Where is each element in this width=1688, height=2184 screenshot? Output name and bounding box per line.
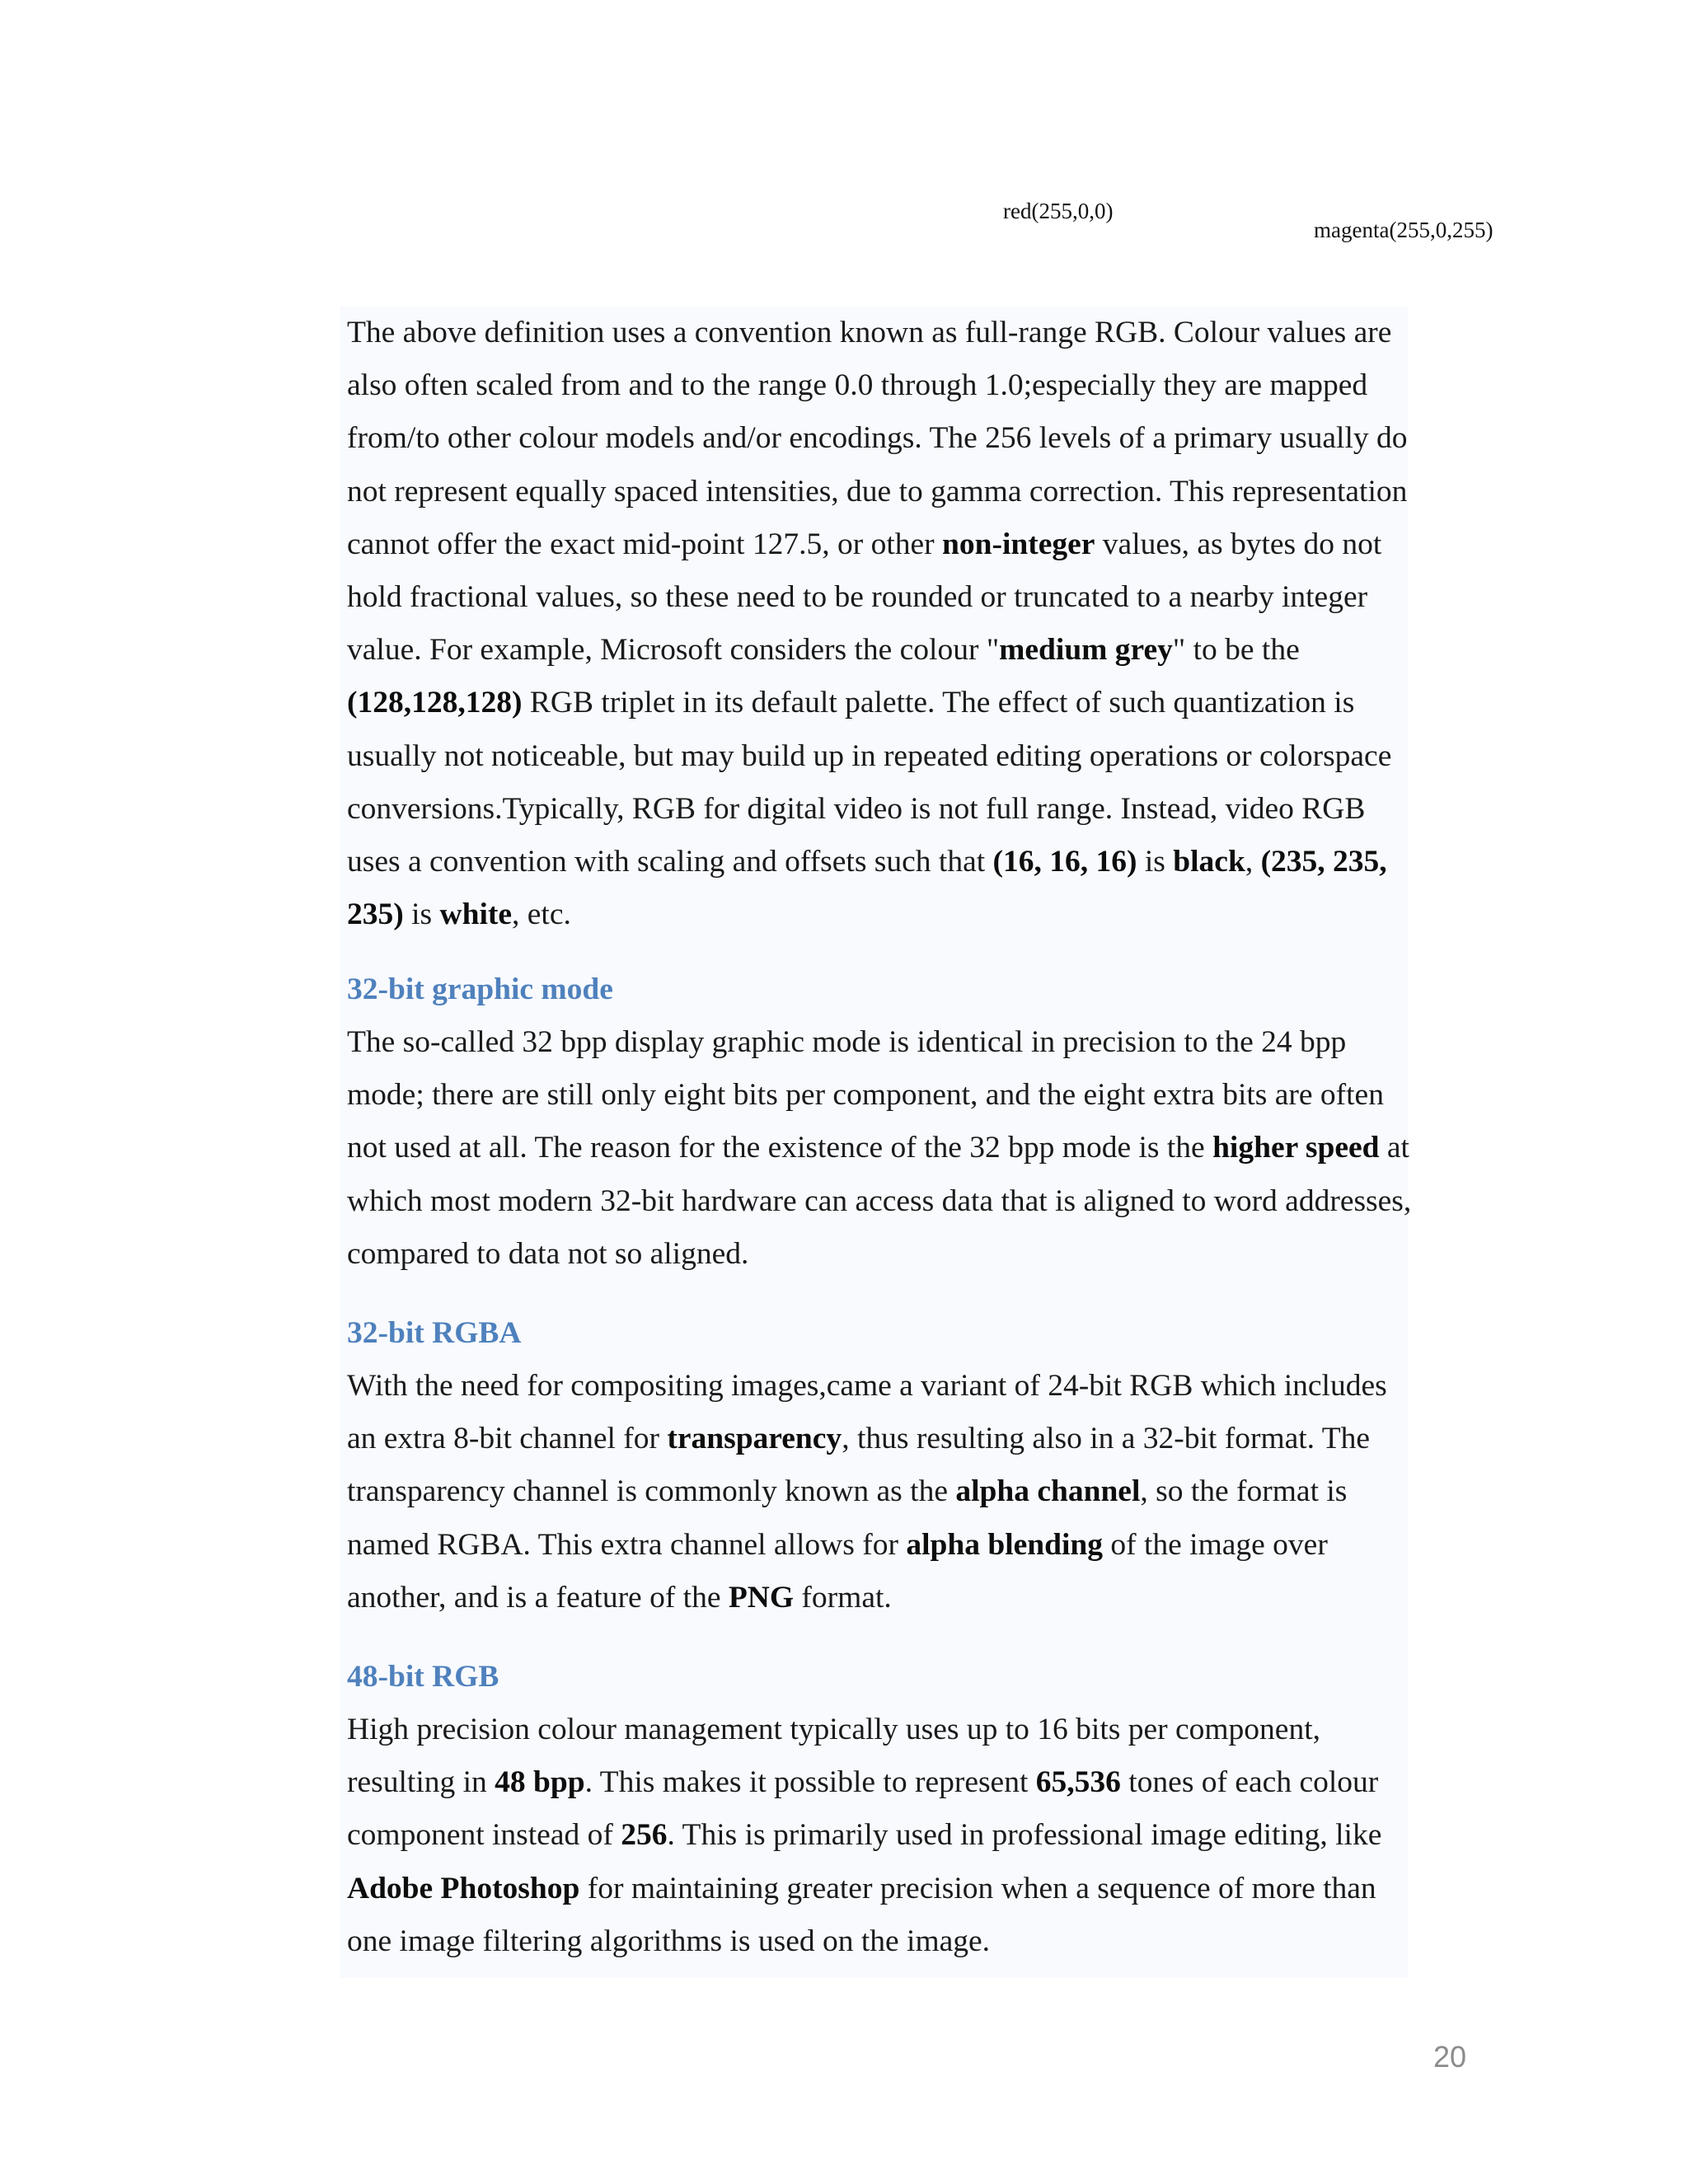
- text-line: which most modern 32-bit hardware can access data that is aligned to word addresses,: [347, 1183, 1412, 1218]
- text-line: another, and is a feature of the PNG format.: [347, 1580, 892, 1615]
- text-line: named RGBA. This extra channel allows for alpha blending of the image over: [347, 1527, 1328, 1562]
- text-line: value. For example, Microsoft considers the colour "medium grey" to be the: [347, 633, 1300, 668]
- text-line: 235) is white, etc.: [347, 898, 571, 932]
- bold-term: Adobe Photoshop: [347, 1871, 580, 1905]
- text-line: also often scaled from and to the range 0.0 through 1.0;especially they are mapped: [347, 368, 1368, 403]
- paragraph-48bit-rgb: [347, 1704, 1410, 1968]
- bold-term: (128,128,128): [347, 686, 523, 720]
- bold-term: 256: [621, 1818, 668, 1853]
- bold-term: alpha channel: [955, 1474, 1141, 1509]
- text-line: mode; there are still only eight bits per component, and the eight extra bits are often: [347, 1078, 1384, 1113]
- text-line: With the need for compositing images,came a variant of 24-bit RGB which includes: [347, 1369, 1387, 1403]
- text-line: transparency channel is commonly known as the alpha channel, so the format is: [347, 1474, 1348, 1509]
- text-line: The so-called 32 bpp display graphic mode is identical in precision to the 24 bpp: [347, 1025, 1347, 1059]
- bold-term: PNG: [728, 1580, 795, 1615]
- bold-term: 48 bpp: [495, 1765, 585, 1800]
- paragraph-full-range-rgb: [347, 307, 1410, 941]
- text-line: conversions.Typically, RGB for digital video is not full range. Instead, video RGB: [347, 791, 1366, 826]
- heading-32bit-graphic-mode: 32-bit graphic mode: [347, 972, 613, 1006]
- text-line: not represent equally spaced intensities, due to gamma correction. This representation: [347, 474, 1408, 509]
- bold-term: alpha blending: [906, 1527, 1103, 1562]
- bold-term: 235): [347, 898, 404, 932]
- bold-term: black: [1173, 845, 1245, 879]
- paragraph-32bit-rgba: [347, 1360, 1410, 1624]
- figure-caption-red: red(255,0,0): [1003, 199, 1114, 223]
- text-line: (128,128,128) RGB triplet in its default palette. The effect of such quantization is: [347, 686, 1355, 720]
- text-line: component instead of 256. This is primarily used in professional image editing, like: [347, 1818, 1382, 1853]
- text-line: one image filtering algorithms is used on the image.: [347, 1924, 991, 1958]
- text-line: resulting in 48 bpp. This makes it possible to represent 65,536 tones of each colour: [347, 1765, 1379, 1800]
- bold-term: transparency: [667, 1422, 842, 1456]
- text-line: compared to data not so aligned.: [347, 1236, 749, 1271]
- text-line: usually not noticeable, but may build up in repeated editing operations or colorspace: [347, 738, 1392, 773]
- text-line: an extra 8-bit channel for transparency, thus resulting also in a 32-bit format. The: [347, 1422, 1371, 1456]
- paragraph-32bit-graphic-mode: [347, 1016, 1410, 1281]
- bold-term: higher speed: [1212, 1131, 1380, 1165]
- text-line: uses a convention with scaling and offsets such that (16, 16, 16) is black, (235, 235,: [347, 845, 1387, 879]
- bold-term: 65,536: [1035, 1765, 1121, 1800]
- page-number: 20: [1433, 2040, 1467, 2074]
- text-line: The above definition uses a convention known as full-range RGB. Colour values are: [347, 316, 1392, 349]
- text-line: High precision colour management typically uses up to 16 bits per component,: [347, 1713, 1320, 1746]
- text-line: Adobe Photoshop for maintaining greater precision when a sequence of more than: [347, 1871, 1376, 1905]
- text-line: not used at all. The reason for the existence of the 32 bpp mode is the higher speed at: [347, 1131, 1409, 1165]
- document-body: [340, 307, 1412, 1978]
- bold-term: non-integer: [942, 527, 1095, 561]
- text-line: from/to other colour models and/or encodings. The 256 levels of a primary usually do: [347, 421, 1408, 456]
- heading-48bit-rgb: 48-bit RGB: [347, 1660, 499, 1694]
- text-line: cannot offer the exact mid-point 127.5, or other non-integer values, as bytes do not: [347, 527, 1382, 561]
- text-line: hold fractional values, so these need to be rounded or truncated to a nearby integer: [347, 580, 1368, 615]
- bold-term: (16, 16, 16): [992, 845, 1137, 879]
- figure-caption-magenta: magenta(255,0,255): [1314, 218, 1493, 242]
- bold-term: (235, 235,: [1260, 845, 1387, 879]
- bold-term: medium grey: [999, 633, 1173, 668]
- bold-term: white: [439, 898, 513, 932]
- heading-32bit-rgba: 32-bit RGBA: [347, 1316, 522, 1350]
